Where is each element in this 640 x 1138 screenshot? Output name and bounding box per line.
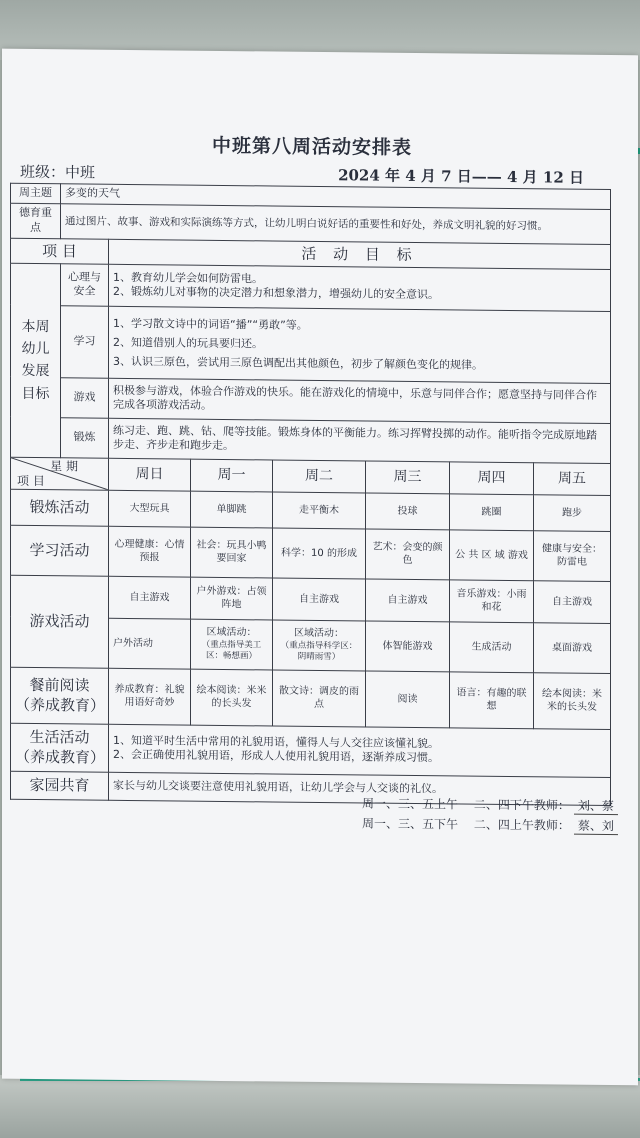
reading-label: 餐前阅读（养成教育） <box>11 667 109 724</box>
date-range: 2024 年 4 月 7 日—— 4 月 12 日 <box>338 166 584 187</box>
desk-background-bottom <box>0 1075 640 1138</box>
day-tue: 周二 <box>273 460 366 493</box>
games-area-title: 区域活动： <box>206 627 257 639</box>
reading-cell: 绘本阅读：米米的长头发 <box>534 673 611 730</box>
day-mon: 周一 <box>191 459 273 492</box>
games-cell: 户外活动 <box>109 618 191 669</box>
day-wed: 周三 <box>366 461 450 494</box>
schedule-table <box>10 183 611 806</box>
teacher-schedule-text: 周一、三、五上午 二、四下午教师： <box>362 796 570 813</box>
games-area-note: （重点指导科学区：阴晴雨雪） <box>280 640 358 663</box>
moral-label: 德育重点 <box>11 203 61 238</box>
goal-area-exercise: 锻炼 <box>61 418 109 459</box>
exercise-cell: 大型玩具 <box>109 490 191 527</box>
games-cell: 体智能游戏 <box>366 621 450 672</box>
goal-area-psych: 心理与安全 <box>61 264 109 307</box>
goal-header: 活 动 目 标 <box>109 239 611 270</box>
goal-row-game <box>11 377 611 423</box>
teacher-schedule-text: 周一、三、五下午 二、四上午教师： <box>362 816 570 833</box>
life-label: 生活活动（养成教育） <box>11 723 109 772</box>
reading-cell: 绘本阅读：米米的长头发 <box>191 669 273 726</box>
teacher-names: 蔡、刘 <box>574 817 618 835</box>
theme-label: 周主题 <box>11 183 61 204</box>
corner-cell <box>11 457 109 490</box>
goal-row-psych <box>11 263 611 311</box>
games-row-1 <box>11 575 611 623</box>
day-sun: 周日 <box>109 458 191 491</box>
life-row <box>11 723 611 777</box>
goal-text-exercise: 练习走、跑、跳、钻、爬等技能。锻炼身体的平衡能力。练习挥臂投掷的动作。能听指令完成原地踏步走、齐步走和跑步走。 <box>109 418 611 463</box>
teacher-names: 刘、蔡 <box>574 797 618 815</box>
games-cell: 自主游戏 <box>273 578 366 621</box>
class-row <box>20 161 610 187</box>
goal-text-game: 积极参与游戏，体验合作游戏的快乐。能在游戏化的情境中，乐意与同伴合作；愿意坚持与同伴合作完成各项游戏活动。 <box>109 378 611 423</box>
games-cell: 自主游戏 <box>534 581 611 624</box>
goal-text-learning: 1、学习散文诗中的词语“播”“勇敢”等。 2、知道借别人的玩具要归还。 3、认识三原色，尝试用三原色调配出其他颜色，初步了解颜色变化的规律。 <box>109 306 611 383</box>
games-label: 游戏活动 <box>11 575 109 668</box>
reading-row <box>11 667 611 729</box>
exercise-cell: 跑步 <box>534 495 611 532</box>
reading-cell: 阅读 <box>366 671 450 728</box>
reading-cell: 语言：有趣的联想 <box>450 672 534 729</box>
life-text: 1、知道平时生活中常用的礼貌用语，懂得人与人交往应该懂礼貌。 2、会正确使用礼貌用语，形成人人使用礼貌用语，逐渐养成习惯。 <box>109 724 611 777</box>
games-cell: 音乐游戏：小雨和花 <box>450 580 534 623</box>
day-thu: 周四 <box>450 462 534 495</box>
paper-sheet <box>2 49 638 1086</box>
class-label: 班级：中班 <box>20 162 96 182</box>
corner-weekday-label: 星 期 <box>50 459 78 474</box>
games-area-note: （重点指导美工区：畅想画） <box>201 639 262 662</box>
reading-cell: 散文诗：调皮的雨点 <box>273 670 366 727</box>
exercise-cell: 单脚跳 <box>191 491 273 528</box>
games-area-title: 区域活动： <box>294 627 344 640</box>
learning-cell: 科学：10 的形成 <box>273 528 366 579</box>
exercise-label: 锻炼活动 <box>11 489 109 526</box>
exercise-cell: 走平衡木 <box>273 492 366 529</box>
moral-value: 通过图片、故事、游戏和实际演练等方式，让幼儿明白说好话的重要性和好处，养成文明礼貌的好习惯。 <box>61 204 611 244</box>
games-cell: 户外游戏：占领阵地 <box>191 577 273 620</box>
games-cell-area <box>191 619 273 670</box>
days-row <box>11 457 611 495</box>
home-label: 家园共育 <box>11 771 109 800</box>
page-title: 中班第八周活动安排表 <box>211 134 412 159</box>
reading-cell: 养成教育：礼貌用语好奇妙 <box>109 668 191 725</box>
goal-row-learning <box>11 305 611 383</box>
goal-group-label: 本周幼儿发展目标 <box>11 263 61 458</box>
project-header: 项 目 <box>11 238 109 264</box>
learning-cell: 健康与安全：防雷电 <box>534 531 611 582</box>
games-cell: 生成活动 <box>450 622 534 673</box>
teacher-line-2 <box>362 814 634 835</box>
learning-cell: 社会：玩具小鸭要回家 <box>191 527 273 578</box>
goal-text-psych: 1、教育幼儿学会如何防雷电。 2、锻炼幼儿对事物的决定潜力和想象潜力，增强幼儿的安全意识。 <box>109 264 611 311</box>
goal-row-exercise <box>11 417 611 463</box>
games-cell: 自主游戏 <box>366 579 450 622</box>
exercise-cell: 投球 <box>366 493 450 530</box>
learning-cell: 心理健康：心情预报 <box>109 526 191 577</box>
corner-project-label: 项 目 <box>17 473 45 488</box>
teacher-line-1 <box>362 794 634 815</box>
exercise-cell: 跳圈 <box>450 494 534 531</box>
games-cell: 桌面游戏 <box>534 623 611 674</box>
goal-area-game: 游戏 <box>61 378 109 419</box>
learning-cell: 公 共 区 域 游戏 <box>450 530 534 581</box>
goal-area-learning: 学习 <box>61 306 109 379</box>
games-cell: 自主游戏 <box>109 576 191 619</box>
learning-row <box>11 525 611 581</box>
learning-label: 学习活动 <box>11 525 109 576</box>
theme-value: 多变的天气 <box>61 184 611 210</box>
learning-cell: 艺术：会变的颜色 <box>366 529 450 580</box>
exercise-row <box>11 489 611 531</box>
home-text: 家长与幼儿交谈要注意使用礼貌用语，让幼儿学会与人交谈的礼仪。 <box>109 772 611 805</box>
day-fri: 周五 <box>534 463 611 496</box>
games-cell-area <box>273 620 366 671</box>
